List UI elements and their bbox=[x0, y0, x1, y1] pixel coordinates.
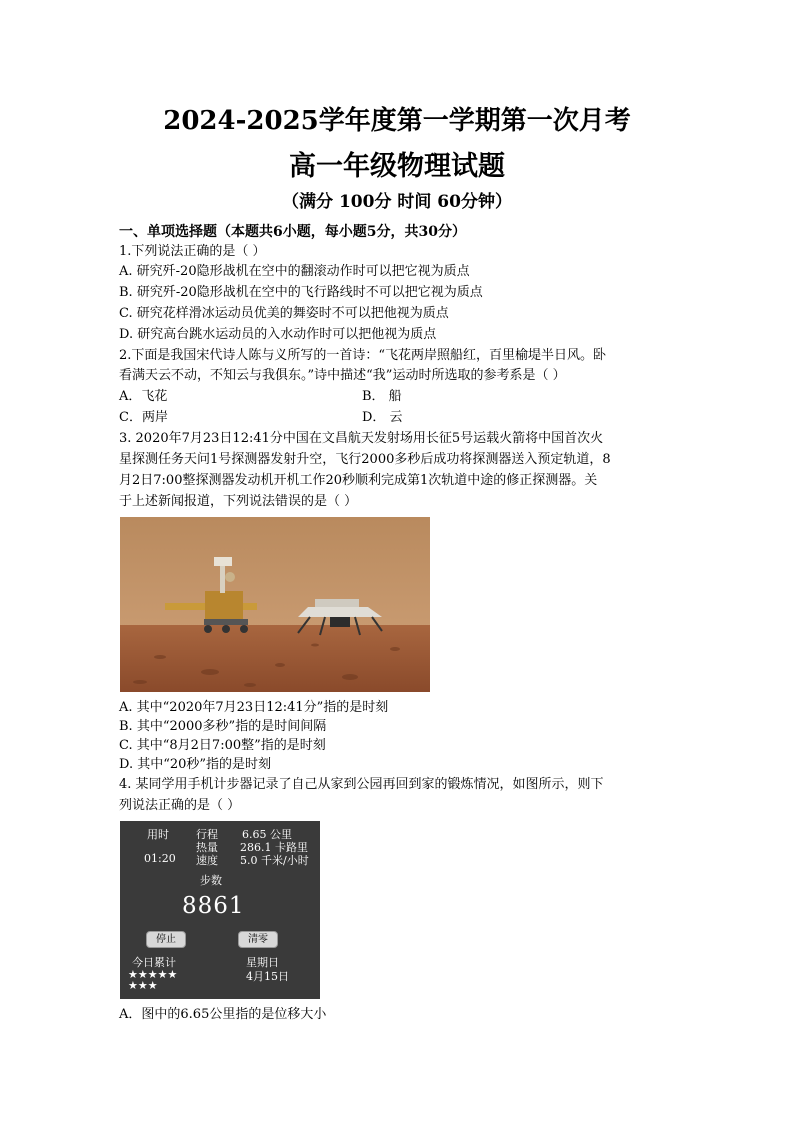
q3-option-c: C. 其中“8月2日7:00整”指的是时刻 bbox=[119, 738, 326, 753]
mars-rover-photo bbox=[120, 517, 430, 692]
section-heading: 一、单项选择题（本题共6小题，每小题5分，共30分） bbox=[119, 224, 466, 240]
q2-stem-line1: 2.下面是我国宋代诗人陈与义所写的一首诗：“飞花两岸照船红，百里榆堤半日风。卧 bbox=[119, 348, 607, 363]
q2-option-c: C．两岸 bbox=[119, 410, 168, 425]
q2-stem-line2: 看满天云不动，不知云与我俱东。”诗中描述“我”运动时所选取的参考系是（ ） bbox=[119, 368, 566, 383]
exam-info: （满分 100分 时间 60分钟） bbox=[282, 192, 512, 212]
q4-option-a: A．图中的6.65公里指的是位移大小 bbox=[119, 1007, 327, 1022]
time-value: 01:20 bbox=[144, 852, 176, 865]
q1-option-c: C. 研究花样滑冰运动员优美的舞姿时不可以把他视为质点 bbox=[119, 306, 449, 321]
date-label: 4月15日 bbox=[246, 970, 289, 983]
rating-stars-row1: ★★★★★ bbox=[128, 968, 178, 981]
q2-option-a: A．飞花 bbox=[119, 389, 168, 404]
steps-label: 步数 bbox=[200, 874, 222, 887]
exam-subtitle: 高一年级物理试题 bbox=[289, 151, 505, 182]
time-label: 用时 bbox=[147, 828, 169, 841]
q3-option-d: D. 其中“20秒”指的是时刻 bbox=[119, 757, 272, 772]
speed-label: 速度 bbox=[196, 854, 218, 867]
distance-label: 行程 bbox=[196, 828, 218, 841]
q3-stem-line3: 月2日7:00整探测器发动机开机工作20秒顺利完成第1次轨道中途的修正探测器。关 bbox=[119, 473, 598, 488]
calories-value: 286.1 卡路里 bbox=[240, 841, 308, 854]
q2-option-b: B． 船 bbox=[362, 389, 402, 404]
q3-stem-line4: 于上述新闻报道，下列说法错误的是（ ） bbox=[119, 494, 358, 509]
calories-label: 热量 bbox=[196, 841, 218, 854]
weekday-label: 星期日 bbox=[246, 956, 279, 969]
q1-option-d: D. 研究高台跳水运动员的入水动作时可以把他视为质点 bbox=[119, 327, 437, 342]
steps-count: 8861 bbox=[182, 893, 245, 919]
distance-value: 6.65 公里 bbox=[242, 828, 292, 841]
q1-option-b: B. 研究歼-20隐形战机在空中的飞行路线时不可以把它视为质点 bbox=[119, 285, 483, 300]
q3-stem-line1: 3. 2020年7月23日12:41分中国在文昌航天发射场用长征5号运载火箭将中国首次火 bbox=[119, 431, 604, 446]
q1-stem: 1.下列说法正确的是（ ） bbox=[119, 244, 266, 259]
q3-option-a: A. 其中“2020年7月23日12:41分”指的是时刻 bbox=[119, 700, 389, 715]
today-total-label: 今日累计 bbox=[132, 956, 176, 969]
speed-value: 5.0 千米/小时 bbox=[240, 854, 309, 867]
q4-stem-line1: 4. 某同学用手机计步器记录了自己从家到公园再回到家的锻炼情况，如图所示，则下 bbox=[119, 777, 604, 792]
q3-option-b: B. 其中“2000多秒”指的是时间间隔 bbox=[119, 719, 327, 734]
rating-stars-row2: ★★★ bbox=[128, 979, 158, 992]
reset-button[interactable]: 清零 bbox=[238, 931, 278, 948]
q4-stem-line2: 列说法正确的是（ ） bbox=[119, 798, 241, 813]
stop-button[interactable]: 停止 bbox=[146, 931, 186, 948]
q3-stem-line2: 星探测任务天问1号探测器发射升空，飞行2000多秒后成功将探测器送入预定轨道，8 bbox=[119, 452, 611, 467]
exam-title: 2024-2025学年度第一学期第一次月考 bbox=[163, 106, 631, 136]
q1-option-a: A. 研究歼-20隐形战机在空中的翻滚动作时可以把它视为质点 bbox=[119, 264, 470, 279]
pedometer-screenshot bbox=[120, 821, 320, 999]
q2-option-d: D． 云 bbox=[362, 410, 403, 425]
